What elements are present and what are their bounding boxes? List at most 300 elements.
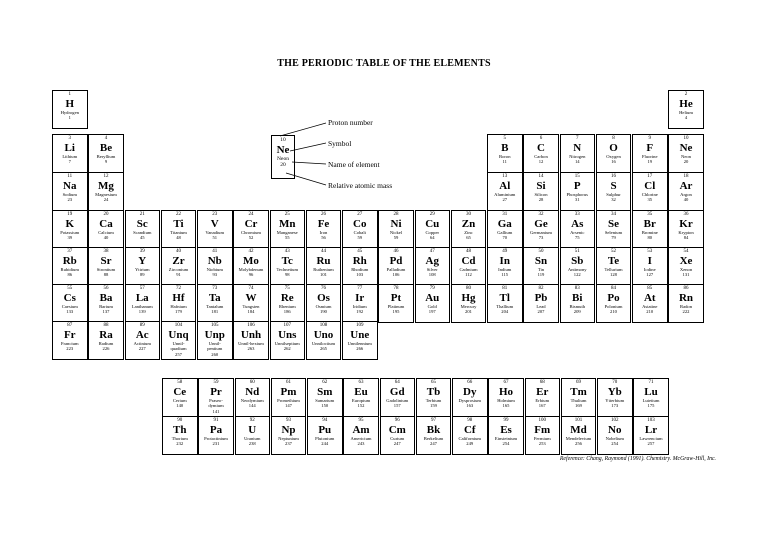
element-name: Oxygen	[606, 154, 621, 159]
element-mass: 73	[538, 235, 544, 241]
element-number: 18	[683, 174, 689, 179]
element-name: Tellurium	[604, 267, 623, 272]
element-number: 62	[322, 380, 328, 385]
element-mass: 247	[393, 441, 401, 447]
element-mass: 204	[501, 309, 509, 315]
legend-label-name: Name of element	[328, 160, 380, 169]
element-number: 25	[284, 212, 290, 217]
element-number: 22	[176, 212, 181, 217]
element-number: 42	[248, 249, 254, 254]
element-symbol: Unq	[168, 329, 189, 341]
element-symbol: Th	[173, 424, 187, 436]
element-number: 24	[248, 212, 254, 217]
element-mass: 197	[428, 309, 436, 315]
element-symbol: Ac	[135, 329, 149, 341]
element-symbol: Fm	[534, 424, 551, 436]
element-name: Iridium	[352, 304, 367, 309]
element-name: Unnilseptium	[274, 341, 300, 346]
element-mass: 35	[647, 197, 653, 203]
element-symbol: Pt	[390, 292, 402, 304]
element-symbol: Rh	[352, 255, 367, 267]
element-name: Titanium	[170, 230, 187, 235]
element-symbol: Mg	[98, 180, 114, 192]
element-number: 76	[321, 286, 326, 291]
element-number: 12	[103, 174, 109, 179]
element-number: 55	[67, 286, 73, 291]
element-mass: 12	[538, 159, 544, 165]
element-number: 69	[576, 380, 581, 385]
element-mass: 247	[430, 441, 437, 447]
element-number: 17	[647, 174, 653, 179]
element-mass: 119	[537, 272, 545, 278]
element-number: 38	[103, 249, 109, 254]
element-name: Lead	[536, 304, 546, 309]
element-name: Unnil- pentium	[207, 341, 223, 352]
element-name: Lawrencium	[639, 436, 663, 441]
element-symbol: Une	[350, 329, 370, 341]
element-symbol: Co	[353, 218, 367, 230]
element-number: 83	[574, 286, 580, 291]
element-name: Thallium	[496, 304, 514, 309]
element-number: 88	[103, 323, 109, 328]
element-name: Rubidium	[60, 267, 79, 272]
element-name: Holmium	[497, 398, 515, 403]
element-number: 60	[249, 380, 255, 385]
element-symbol: He	[679, 98, 693, 110]
element-name: Phosphorus	[566, 192, 588, 197]
element-name: Protactinium	[204, 436, 228, 441]
element-name: Arsenic	[570, 230, 585, 235]
element-name: Silver	[426, 267, 438, 272]
legend-proton-number: 10	[280, 137, 286, 143]
element-symbol: Br	[643, 218, 656, 230]
element-mass: 257	[647, 441, 655, 447]
element-number: 81	[502, 286, 508, 291]
element-symbol: Tb	[426, 386, 441, 398]
element-number: 36	[683, 212, 689, 217]
element-mass: 209	[573, 309, 581, 315]
element-name: Chromium	[241, 230, 261, 235]
element-number: 105	[211, 323, 219, 328]
element-name: Nobelium	[605, 436, 624, 441]
element-name: Germanium	[530, 230, 552, 235]
element-symbol: Fr	[63, 329, 76, 341]
element-name: Argon	[680, 192, 692, 197]
element-symbol: Hg	[461, 292, 476, 304]
element-mass: 201	[465, 309, 472, 315]
element-mass: 103	[356, 272, 364, 278]
element-symbol: I	[647, 255, 652, 267]
element-mass: 108	[428, 272, 436, 278]
element-symbol: Hf	[172, 292, 185, 304]
element-symbol: Sc	[136, 218, 148, 230]
element-mass: 59	[393, 235, 399, 241]
element-number: 23	[212, 212, 218, 217]
element-name: Actinium	[133, 341, 151, 346]
element-number: 107	[283, 323, 291, 328]
element-mass: 98	[284, 272, 290, 278]
element-name: Zirconium	[168, 267, 189, 272]
element-name: Thorium	[171, 436, 188, 441]
element-symbol: Y	[138, 255, 147, 267]
element-name: Selenium	[604, 230, 623, 235]
element-name: Strontium	[96, 267, 116, 272]
element-mass: 144	[248, 403, 256, 409]
element-mass: 52	[248, 235, 254, 241]
element-symbol: Li	[64, 142, 75, 154]
element-mass: 86	[67, 272, 73, 278]
element-number: 35	[647, 212, 653, 217]
element-number: 13	[502, 174, 508, 179]
element-name: Boron	[499, 154, 511, 159]
element-mass: 96	[248, 272, 254, 278]
element-number: 46	[393, 249, 399, 254]
element-name: Nitrogen	[569, 154, 586, 159]
element-symbol: Be	[99, 142, 113, 154]
element-mass: 265	[320, 346, 327, 352]
element-mass: 223	[66, 346, 74, 352]
element-mass: 127	[646, 272, 654, 278]
element-number: 48	[466, 249, 471, 254]
element-symbol: Ba	[99, 292, 113, 304]
element-number: 86	[683, 286, 689, 291]
element-symbol: Al	[499, 180, 511, 192]
element-symbol: Ar	[679, 180, 693, 192]
element-name: Silicon	[534, 192, 548, 197]
element-name: Neptunium	[278, 436, 299, 441]
element-symbol: Sm	[317, 386, 333, 398]
element-name: Unnilennium	[347, 341, 372, 346]
element-mass: 40	[683, 197, 689, 203]
element-name: Aluminium	[494, 192, 516, 197]
element-mass: 266	[356, 346, 364, 352]
element-name: Cerium	[172, 398, 187, 403]
element-name: Antimony	[567, 267, 587, 272]
element-name: Calcium	[98, 230, 114, 235]
element-number: 82	[538, 286, 544, 291]
element-mass: 9	[104, 159, 108, 165]
element-name: Chlorine	[641, 192, 658, 197]
element-number: 59	[213, 380, 219, 385]
element-symbol: S	[610, 180, 617, 192]
element-symbol: Ru	[316, 255, 331, 267]
element-name: Beryllium	[96, 154, 116, 159]
element-name: Potassium	[60, 230, 80, 235]
element-name: Lithium	[62, 154, 78, 159]
element-name: Caesium	[61, 304, 78, 309]
element-number: 34	[611, 212, 616, 217]
element-symbol: Xe	[679, 255, 693, 267]
element-mass: 147	[285, 403, 292, 409]
element-name: Astatine	[642, 304, 658, 309]
element-name: Polonium	[604, 304, 623, 309]
element-name: Technetium	[276, 267, 299, 272]
element-mass: 253	[538, 441, 546, 447]
element-symbol: Pr	[210, 386, 222, 398]
element-symbol: Ge	[534, 218, 548, 230]
element-number: 98	[467, 418, 473, 423]
element-number: 11	[67, 174, 73, 179]
element-symbol: Sb	[571, 255, 584, 267]
element-name: Europium	[351, 398, 371, 403]
element-mass: 232	[176, 441, 184, 447]
element-number: 77	[357, 286, 363, 291]
element-number: 57	[139, 286, 145, 291]
element-symbol: Unp	[204, 329, 225, 341]
element-mass: 23	[67, 197, 73, 203]
element-number: 53	[647, 249, 653, 254]
element-symbol: Ta	[208, 292, 221, 304]
element-name: Lutetium	[642, 398, 660, 403]
element-mass: 173	[611, 403, 619, 409]
element-symbol: In	[499, 255, 510, 267]
element-symbol: Cf	[463, 424, 476, 436]
element-mass: 238	[248, 441, 256, 447]
element-name: Thulium	[570, 398, 587, 403]
element-name: Samarium	[315, 398, 335, 403]
element-symbol: La	[135, 292, 149, 304]
element-mass: 150	[321, 403, 329, 409]
element-name: Molybdenum	[238, 267, 264, 272]
element-number: 6	[539, 136, 543, 141]
element-number: 73	[212, 286, 218, 291]
element-number: 66	[467, 380, 473, 385]
element-name: Hafnium	[170, 304, 187, 309]
element-symbol: Er	[536, 386, 549, 398]
element-number: 15	[574, 174, 580, 179]
element-mass: 11	[502, 159, 507, 165]
element-number: 7	[576, 136, 579, 141]
element-symbol: Uns	[278, 329, 297, 341]
element-name: Krypton	[678, 230, 694, 235]
element-symbol: Tm	[570, 386, 587, 398]
element-number: 67	[503, 380, 509, 385]
element-mass: 262	[283, 346, 291, 352]
element-symbol: Pu	[318, 424, 332, 436]
element-symbol: Ir	[355, 292, 365, 304]
element-mass: 186	[283, 309, 291, 315]
element-mass: 222	[682, 309, 690, 315]
element-mass: 207	[537, 309, 545, 315]
element-symbol: Cd	[461, 255, 476, 267]
element-name: Einsteinium	[494, 436, 518, 441]
element-name: Neon	[681, 154, 691, 159]
element-symbol: Ne	[679, 142, 693, 154]
element-number: 58	[177, 380, 183, 385]
element-name: Cobalt	[353, 230, 366, 235]
element-mass: 192	[356, 309, 364, 315]
element-symbol: Np	[281, 424, 296, 436]
element-number: 30	[466, 212, 471, 217]
element-number: 96	[394, 418, 400, 423]
element-mass: 19	[647, 159, 653, 165]
element-symbol: Se	[608, 218, 619, 230]
element-number: 41	[212, 249, 218, 254]
element-name: Americium	[350, 436, 372, 441]
element-symbol: Lu	[644, 386, 658, 398]
element-name: Rhodium	[351, 267, 369, 272]
element-name: Rhenium	[278, 304, 296, 309]
element-mass: 80	[647, 235, 653, 241]
element-number: 47	[429, 249, 435, 254]
element-mass: 226	[102, 346, 110, 352]
element-symbol: Cu	[425, 218, 440, 230]
element-number: 91	[213, 418, 219, 423]
element-mass: 210	[646, 309, 654, 315]
element-mass: 84	[683, 235, 689, 241]
element-symbol: Ag	[425, 255, 439, 267]
element-number: 97	[431, 418, 436, 423]
element-symbol: Eu	[354, 386, 368, 398]
element-symbol: Fe	[317, 218, 330, 230]
element-number: 32	[538, 212, 544, 217]
element-name: Lanthanum	[131, 304, 153, 309]
element-symbol: Cl	[644, 180, 656, 192]
element-symbol: Ga	[497, 218, 512, 230]
element-symbol: Gd	[389, 386, 405, 398]
legend-label-mass: Relative atomic mass	[328, 181, 393, 190]
element-number: 89	[139, 323, 145, 328]
element-symbol: Po	[607, 292, 620, 304]
element-number: 29	[429, 212, 435, 217]
element-number: 54	[683, 249, 689, 254]
element-mass: 28	[538, 197, 544, 203]
element-number: 19	[67, 212, 73, 217]
element-mass: 115	[501, 272, 509, 278]
element-symbol: B	[501, 142, 509, 154]
element-symbol: F	[646, 142, 654, 154]
element-symbol: Pa	[209, 424, 223, 436]
element-number: 63	[358, 380, 364, 385]
element-mass: 152	[357, 403, 365, 409]
element-mass: 163	[466, 403, 474, 409]
element-symbol: Ca	[99, 218, 113, 230]
element-number: 65	[431, 380, 436, 385]
element-name: Osmium	[315, 304, 332, 309]
element-name: Yttrium	[134, 267, 150, 272]
element-name: Mendelevium	[565, 436, 592, 441]
element-mass: 106	[392, 272, 400, 278]
element-name: Manganese	[276, 230, 298, 235]
element-number: 5	[503, 136, 506, 141]
element-number: 3	[68, 136, 71, 141]
element-name: Indium	[498, 267, 512, 272]
element-symbol: At	[643, 292, 656, 304]
element-number: 106	[247, 323, 255, 328]
element-name: Radium	[98, 341, 114, 346]
element-number: 99	[503, 418, 509, 423]
element-symbol: V	[210, 218, 219, 230]
element-name: Terbium	[425, 398, 442, 403]
element-mass: 24	[103, 197, 109, 203]
element-mass: 122	[573, 272, 581, 278]
element-symbol: Na	[63, 180, 77, 192]
element-name: Dysprosium	[458, 398, 481, 403]
element-symbol: Bk	[426, 424, 441, 436]
element-number: 28	[393, 212, 399, 217]
element-name: Xenon	[679, 267, 693, 272]
element-name: Francium	[60, 341, 79, 346]
element-number: 14	[538, 174, 544, 179]
element-number: 33	[574, 212, 580, 217]
element-mass: 141	[212, 408, 220, 414]
element-mass: 14	[574, 159, 580, 165]
element-symbol: Au	[425, 292, 440, 304]
element-mass: 263	[247, 346, 255, 352]
element-mass: 51	[212, 235, 218, 241]
element-symbol: Sr	[100, 255, 112, 267]
element-symbol: Ti	[173, 218, 184, 230]
element-mass: 195	[392, 309, 400, 315]
element-mass: 64	[429, 235, 435, 241]
element-mass: 254	[502, 441, 510, 447]
element-number: 26	[321, 212, 326, 217]
element-mass: 167	[538, 403, 546, 409]
element-mass: 169	[575, 403, 582, 409]
element-number: 49	[502, 249, 508, 254]
element-symbol: Pd	[389, 255, 403, 267]
legend-mass: 20	[280, 162, 286, 168]
element-number: 50	[538, 249, 544, 254]
element-name: Fermium	[533, 436, 551, 441]
element-mass: 260	[211, 351, 219, 357]
element-symbol: Si	[536, 180, 546, 192]
element-symbol: Os	[317, 292, 330, 304]
element-mass: 157	[393, 403, 401, 409]
element-name: Copper	[425, 230, 440, 235]
element-mass: 88	[103, 272, 109, 278]
element-number: 21	[139, 212, 145, 217]
element-name: Gadolinium	[386, 398, 409, 403]
element-symbol: Unh	[240, 329, 262, 341]
element-number: 68	[539, 380, 545, 385]
element-symbol: Nd	[245, 386, 260, 398]
element-mass: 1	[68, 115, 71, 121]
element-name: Zinc	[464, 230, 473, 235]
element-name: Barium	[99, 304, 113, 309]
element-name: Tin	[537, 267, 545, 272]
element-name: Vanadium	[205, 230, 225, 235]
element-symbol: Ce	[173, 386, 187, 398]
element-name: Tantalum	[206, 304, 224, 309]
legend-name: Neon	[277, 156, 289, 162]
element-number: 85	[647, 286, 653, 291]
element-mass: 4	[684, 115, 688, 121]
element-name: Erbium	[535, 398, 550, 403]
element-symbol: Mn	[279, 218, 296, 230]
element-name: Mercury	[460, 304, 477, 309]
element-mass: 59	[357, 235, 363, 241]
element-mass: 190	[320, 309, 327, 315]
element-symbol: Zr	[172, 255, 185, 267]
element-symbol: W	[245, 292, 257, 304]
element-name: Fluorine	[641, 154, 658, 159]
element-number: 45	[357, 249, 363, 254]
element-number: 40	[176, 249, 181, 254]
element-number: 10	[683, 136, 689, 141]
page-title: THE PERIODIC TABLE OF THE ELEMENTS	[277, 58, 491, 69]
element-name: Gold	[427, 304, 437, 309]
element-mass: 55	[284, 235, 290, 241]
element-mass: 32	[611, 197, 616, 203]
element-mass: 93	[212, 272, 218, 278]
element-mass: 31	[574, 197, 580, 203]
element-symbol: No	[608, 424, 622, 436]
element-number: 31	[502, 212, 508, 217]
element-mass: 7	[68, 159, 71, 165]
element-symbol: Lr	[644, 424, 658, 436]
element-mass: 179	[175, 309, 182, 315]
